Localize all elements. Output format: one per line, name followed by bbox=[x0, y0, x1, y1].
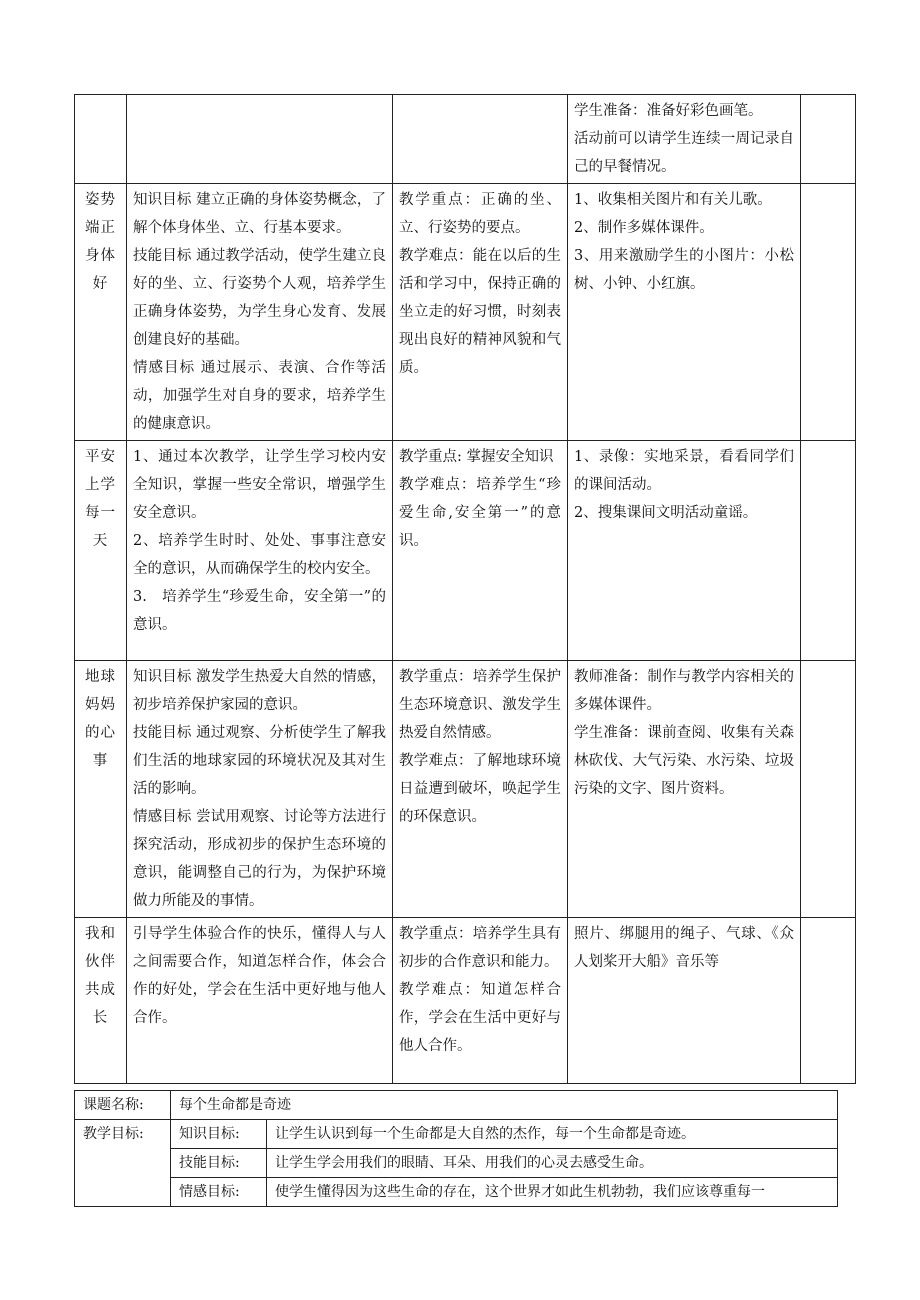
prep-line: 学生准备：课前查阅、收集有关森林砍伐、大气污染、水污染、垃圾污染的文字、图片资料。 bbox=[574, 725, 794, 797]
skill-label: 技能目标: bbox=[171, 1149, 267, 1178]
topic-line: 我和 bbox=[85, 926, 116, 942]
emotion-label: 情感目标: bbox=[171, 1178, 267, 1207]
prep-cell bbox=[568, 441, 801, 661]
topic-line: 平安 bbox=[85, 449, 116, 465]
prep-line: 照片、绑腿用的绳子、气球、《众人划桨开大船》音乐等 bbox=[574, 926, 794, 970]
focus-paragraph: 教学重点：培养学生保护生态环境意识、激发学生热爱自然情感。 bbox=[399, 669, 561, 741]
prep-cell bbox=[568, 95, 801, 184]
focus-paragraph: 教学难点：知道怎样合作，学会在生活中更好与他人合作。 bbox=[399, 982, 561, 1054]
table-row bbox=[75, 184, 856, 441]
goals-cell bbox=[127, 184, 393, 441]
topic-cell bbox=[75, 184, 127, 441]
focus-paragraph: 教学难点：培养学生“珍爱生命,安全第一”的意识。 bbox=[399, 477, 561, 549]
blank-cell bbox=[801, 661, 856, 918]
title-label: 课题名称: bbox=[75, 1091, 171, 1120]
table-row bbox=[75, 95, 856, 184]
emotion-text: 使学生懂得因为这些生命的存在，这个世界才如此生机勃勃，我们应该尊重每一 bbox=[267, 1178, 838, 1207]
topic-cell bbox=[75, 661, 127, 918]
blank-cell bbox=[801, 918, 856, 1084]
prep-line: 2、搜集课间文明活动童谣。 bbox=[574, 505, 758, 521]
topic-cell bbox=[75, 918, 127, 1084]
focus-cell bbox=[393, 184, 568, 441]
goal-paragraph: 情感目标 尝试用观察、讨论等方法进行探究活动，形成初步的保护生态环境的意识，能调整自己的行为，为保护环境做力所能及的事情。 bbox=[133, 809, 386, 909]
topic-line: 姿势 bbox=[85, 192, 116, 208]
lesson-plan-table bbox=[74, 94, 856, 1084]
topic-line: 每一 bbox=[85, 505, 116, 521]
topic-line: 身体 bbox=[85, 248, 116, 264]
focus-paragraph: 教学重点：培养学生具有初步的合作意识和能力。 bbox=[399, 926, 561, 970]
lesson-info-table bbox=[74, 1090, 838, 1207]
knowledge-label: 知识目标: bbox=[171, 1120, 267, 1149]
goal-paragraph: 情感目标 通过展示、表演、合作等活动，加强学生对自身的要求，培养学生的健康意识。 bbox=[133, 360, 386, 432]
topic-line: 好 bbox=[92, 276, 109, 292]
table-row bbox=[75, 918, 856, 1084]
table-row bbox=[75, 661, 856, 918]
prep-cell bbox=[568, 661, 801, 918]
empty-cell bbox=[75, 1178, 171, 1207]
table-row bbox=[75, 1120, 838, 1149]
skill-text: 让学生学会用我们的眼睛、耳朵、用我们的心灵去感受生命。 bbox=[267, 1149, 838, 1178]
prep-cell bbox=[568, 184, 801, 441]
focus-cell bbox=[393, 661, 568, 918]
focus-paragraph: 教学难点：能在以后的生活和学习中，保持正确的坐立走的好习惯，时刻表现出良好的精神风貌和气质。 bbox=[399, 248, 561, 376]
topic-line: 上学 bbox=[85, 477, 116, 493]
topic-line: 事 bbox=[92, 753, 109, 769]
goal-paragraph: 技能目标 通过教学活动，使学生建立良好的坐、立、行姿势个人观，培养学生正确身体姿势，为学生身心发育、发展创建良好的基础。 bbox=[133, 248, 386, 348]
goals-label: 教学目标: bbox=[75, 1120, 171, 1149]
table-row bbox=[75, 1178, 838, 1207]
goal-paragraph: 1、通过本次教学，让学生学习校内安全知识，掌握一些安全常识，增强学生安全意识。 bbox=[133, 449, 386, 521]
knowledge-text: 让学生认识到每一个生命都是大自然的杰作，每一个生命都是奇迹。 bbox=[267, 1120, 838, 1149]
topic-cell bbox=[75, 441, 127, 661]
prep-line: 3、用来激励学生的小图片：小松树、小钟、小红旗。 bbox=[574, 248, 794, 292]
topic-line: 地球 bbox=[85, 669, 116, 685]
blank-cell bbox=[801, 184, 856, 441]
topic-line: 长 bbox=[92, 1010, 109, 1026]
blank-cell bbox=[801, 95, 856, 184]
empty-cell bbox=[75, 1149, 171, 1178]
focus-paragraph: 教学难点：了解地球环境日益遭到破坏，唤起学生的环保意识。 bbox=[399, 753, 561, 825]
topic-line: 天 bbox=[92, 533, 109, 549]
table-row bbox=[75, 1091, 838, 1120]
goal-paragraph: 2、培养学生时时、处处、事事注意安全的意识，从而确保学生的校内安全。 bbox=[133, 533, 386, 577]
goal-paragraph: 技能目标 通过观察、分析使学生了解我们生活的地球家园的环境状况及其对生活的影响。 bbox=[133, 725, 386, 797]
prep-line: 1、录像：实地采景，看看同学们的课间活动。 bbox=[574, 449, 794, 493]
focus-paragraph: 教学重点: 掌握安全知识 bbox=[399, 449, 554, 465]
focus-cell bbox=[393, 95, 568, 184]
prep-cell bbox=[568, 918, 801, 1084]
table-row bbox=[75, 1149, 838, 1178]
goals-cell bbox=[127, 441, 393, 661]
goal-paragraph: 3. 培养学生“珍爱生命，安全第一”的意识。 bbox=[133, 589, 386, 633]
goals-cell bbox=[127, 95, 393, 184]
focus-cell bbox=[393, 918, 568, 1084]
table-row bbox=[75, 441, 856, 661]
goal-paragraph: 知识目标 建立正确的身体姿势概念，了解个体身体坐、立、行基本要求。 bbox=[133, 192, 386, 236]
prep-line: 2、制作多媒体课件。 bbox=[574, 220, 714, 236]
title-value: 每个生命都是奇迹 bbox=[171, 1091, 838, 1120]
topic-line: 伙伴 bbox=[85, 954, 116, 970]
prep-line: 学生准备：准备好彩色画笔。 bbox=[574, 103, 763, 119]
prep-line: 教师准备：制作与教学内容相关的多媒体课件。 bbox=[574, 669, 794, 713]
goal-paragraph: 知识目标 激发学生热爱大自然的情感，初步培养保护家园的意识。 bbox=[133, 669, 386, 713]
goals-cell bbox=[127, 918, 393, 1084]
prep-line: 1、收集相关图片和有关儿歌。 bbox=[574, 192, 772, 208]
topic-line: 的心 bbox=[85, 725, 116, 741]
topic-cell bbox=[75, 95, 127, 184]
focus-cell bbox=[393, 441, 568, 661]
blank-cell bbox=[801, 441, 856, 661]
topic-line: 妈妈 bbox=[85, 697, 116, 713]
goal-paragraph: 引导学生体验合作的快乐，懂得人与人之间需要合作，知道怎样合作，体会合作的好处，学会在生活中更好地与他人合作。 bbox=[133, 926, 386, 1026]
goals-cell bbox=[127, 661, 393, 918]
prep-line: 活动前可以请学生连续一周记录自己的早餐情况。 bbox=[574, 131, 794, 175]
topic-line: 端正 bbox=[85, 220, 116, 236]
focus-paragraph: 教学重点：正确的坐、立、行姿势的要点。 bbox=[399, 192, 561, 236]
topic-line: 共成 bbox=[85, 982, 116, 998]
